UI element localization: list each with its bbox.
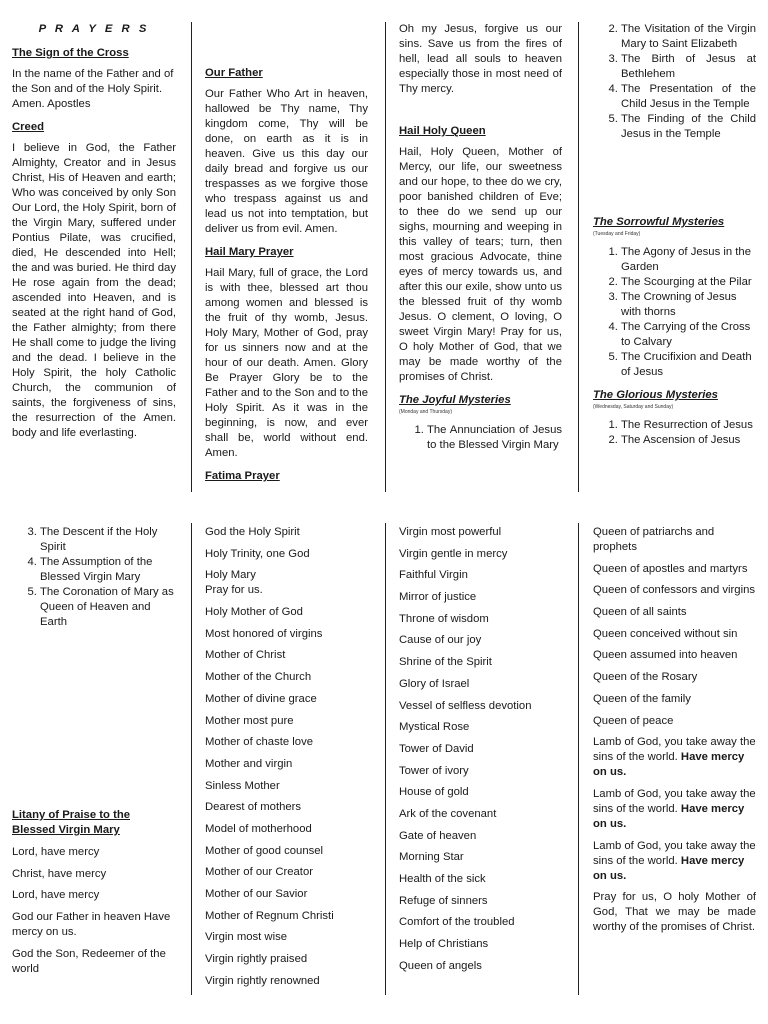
joyful-mysteries-list	[399, 423, 562, 453]
litany-line: Shrine of the Spirit	[399, 656, 492, 669]
litany-line: Mother of Regnum Christi	[205, 909, 334, 922]
lamb-of-god	[593, 839, 756, 884]
column-divider	[385, 523, 386, 995]
joyful-mysteries-heading: The Joyful Mysteries	[399, 394, 511, 406]
litany-line: Lord, have mercy	[12, 889, 100, 902]
litany-line: God our Father in heaven Have mercy on us.	[12, 911, 171, 939]
litany-line: Queen of apostles and martyrs	[593, 562, 748, 575]
litany-line: Queen of peace	[593, 714, 674, 727]
hail-mary-heading: Hail Mary Prayer	[205, 246, 294, 258]
litany-line: Queen of the Rosary	[593, 671, 698, 684]
litany-line: God the Holy Spirit	[205, 526, 300, 538]
sign-of-cross-heading: The Sign of the Cross	[12, 47, 129, 59]
column-4-top	[593, 22, 756, 448]
closing-prayer: Pray for us, O holy Mother of God, That we may be made worthy of the promises of Christ.	[593, 891, 756, 934]
lamb-of-god-response: Have mercy on us.	[593, 854, 745, 882]
our-father-heading: Our Father	[205, 67, 263, 79]
litany-line: Holy Trinity, one God	[205, 547, 310, 560]
litany-line: Help of Christians	[399, 938, 489, 951]
column-1-bottom	[12, 525, 176, 983]
litany-line: Queen of angels	[399, 959, 482, 972]
litany-line: Morning Star	[399, 851, 464, 864]
column-4-bottom	[593, 525, 756, 942]
joyful-mysteries-list-cont	[593, 22, 756, 142]
creed-text: I believe in God, the Father Almighty, Creator and in Jesus Christ, His of Heaven and earth; Who was conceived by only Son Our Lord, the Holy Spirit, born of the Virgin Mary, suffered under Pontius Pilate, was crucified, died, He descended into Hell; the and was buried. He third day He rose again from the dead; ascended into Heaven, and is seated at the right hand of God, the Father almighty; from there He shall come to judge the living and the dead. I believe in the Holy Spirit, the holy Catholic Church, the communion of saints, the forgiveness of sins, the resurrection of the Amen. body and life everlasting.	[12, 142, 176, 439]
column-divider	[385, 22, 386, 492]
litany-line: Model of motherhood	[205, 822, 312, 835]
litany-line: Throne of wisdom	[399, 612, 489, 625]
list-item: 2. The Ascension of Jesus	[621, 433, 756, 448]
our-father-text: Our Father Who Art in heaven, hallowed be Thy name, Thy kingdom come, Thy will be done, on earth as it is in heaven. Give us this day our daily bread and forgive us our trespasses as we forgive those who trespass against us and lead us not into temptation, but deliver us from evil. Amen.	[205, 88, 368, 235]
litany-line: Christ, have mercy	[12, 867, 107, 880]
page-title: P R A Y E R S	[38, 23, 150, 35]
litany-line: Queen assumed into heaven	[593, 649, 738, 662]
column-divider	[191, 22, 192, 492]
sorrowful-mysteries-list	[593, 245, 756, 380]
litany-line: Mirror of justice	[399, 591, 477, 604]
lamb-of-god-text: Lamb of God, you take away the sins of the world.	[593, 787, 756, 815]
sorrowful-mysteries-days: (Tuesday and Friday)	[593, 231, 641, 237]
litany-heading: Litany of Praise to the Blessed Virgin Mary	[12, 809, 131, 836]
litany-line: Mother of Christ	[205, 649, 286, 662]
list-item: 3. The Crowning of Jesus with thorns	[621, 290, 756, 320]
litany-line: Tower of ivory	[399, 764, 469, 777]
litany-line: Virgin gentle in mercy	[399, 547, 508, 560]
litany-line: House of gold	[399, 786, 469, 799]
lamb-of-god-text: Lamb of God, you take away the sins of the world.	[593, 839, 756, 867]
hail-mary-text: Hail Mary, full of grace, the Lord is with thee, blessed art thou among women and blessed is the fruit of thy womb, Jesus. Holy Mary, Mother of God, pray for us sinners now and at the hour of our death. Amen. Glory Be Prayer Glory be to the Father and to the Son and to the Holy Spirit. As it was in the beginning, is now, and ever shall be, world without end. Amen.	[205, 267, 368, 459]
column-2-top	[205, 66, 368, 490]
litany-line: Mother of chaste love	[205, 736, 314, 749]
sorrowful-mysteries-heading: The Sorrowful Mysteries	[593, 216, 725, 228]
litany-line: Mother most pure	[205, 714, 294, 727]
fatima-heading: Fatima Prayer	[205, 470, 280, 482]
litany-line: Queen of patriarchs and prophets	[593, 526, 715, 553]
list-item: 5. The Coronation of Mary as Queen of Heaven and Earth	[40, 585, 176, 630]
sign-of-cross-text: In the name of the Father and of the Son and of the Holy Spirit. Amen. Apostles	[12, 68, 174, 110]
litany-line: Virgin rightly renowned	[205, 974, 320, 987]
litany-line: God the Son, Redeemer of the world	[12, 947, 166, 975]
litany-line: Vessel of selfless devotion	[399, 699, 532, 712]
litany-line: Cause of our joy	[399, 634, 482, 647]
lamb-of-god-response: Have mercy on us.	[593, 751, 745, 779]
lamb-of-god	[593, 735, 756, 780]
litany-line: Virgin most powerful	[399, 526, 502, 538]
litany-line: Mother and virgin	[205, 757, 293, 770]
litany-response: Pray for us.	[205, 584, 263, 597]
lamb-of-god-response: Have mercy on us.	[593, 802, 745, 830]
list-item: 4. The Assumption of the Blessed Virgin Mary	[40, 555, 176, 585]
litany-line: Sinless Mother	[205, 779, 280, 792]
litany-line: Faithful Virgin	[399, 569, 468, 582]
column-divider	[191, 523, 192, 995]
column-divider	[578, 523, 579, 995]
glorious-mysteries-days: (Wednesday, Saturday and Sunday)	[593, 404, 674, 410]
list-item: 1. The Annunciation of Jesus to the Blessed Virgin Mary	[427, 423, 562, 453]
list-item: 2. The Visitation of the Virgin Mary to Saint Elizabeth	[621, 22, 756, 52]
list-item: 1. The Resurrection of Jesus	[621, 418, 756, 433]
litany-line: Mother of our Creator	[205, 866, 313, 879]
glorious-mysteries-heading: The Glorious Mysteries	[593, 389, 718, 401]
litany-line: Mother of our Savior	[205, 888, 308, 900]
list-item: 5. The Finding of the Child Jesus in the Temple	[621, 112, 756, 142]
fatima-text: Oh my Jesus, forgive us our sins. Save us from the fires of hell, lead all souls to heaven especially those in most need of Thy mercy.	[399, 23, 562, 95]
litany-line: Health of the sick	[399, 873, 486, 885]
litany-line: Virgin most wise	[205, 931, 288, 944]
litany-line: Refuge of sinners	[399, 894, 488, 907]
column-2-bottom	[205, 525, 370, 995]
litany-line: Dearest of mothers	[205, 801, 302, 814]
column-3-top	[399, 22, 562, 453]
list-item: 4. The Carrying of the Cross to Calvary	[621, 320, 756, 350]
litany-line: Comfort of the troubled	[399, 916, 515, 929]
litany-line: Lord, have mercy	[12, 846, 100, 858]
litany-line: Virgin rightly praised	[205, 953, 308, 966]
list-item: 4. The Presentation of the Child Jesus in the Temple	[621, 82, 756, 112]
column-divider	[578, 22, 579, 492]
litany-line: Mystical Rose	[399, 721, 470, 734]
list-item: 5. The Crucifixion and Death of Jesus	[621, 350, 756, 380]
litany-line: Holy Mother of God	[205, 606, 303, 619]
lamb-of-god-text: Lamb of God, you take away the sins of the world.	[593, 736, 756, 764]
litany-line: Queen of the family	[593, 692, 691, 705]
list-item: 3. The Descent if the Holy Spirit	[40, 525, 176, 555]
litany-line: Most honored of virgins	[205, 627, 323, 640]
litany-line: Queen of confessors and virgins	[593, 584, 756, 597]
litany-line: Queen of all saints	[593, 606, 687, 619]
litany-line: Ark of the covenant	[399, 807, 497, 820]
litany-line: Tower of David	[399, 742, 474, 755]
litany-holy-mary	[205, 568, 370, 598]
list-item: 1. The Agony of Jesus in the Garden	[621, 245, 756, 275]
list-item: 3. The Birth of Jesus at Bethlehem	[621, 52, 756, 82]
litany-line: Gate of heaven	[399, 829, 477, 842]
column-1-top	[12, 22, 176, 449]
litany-line: Glory of Israel	[399, 677, 470, 690]
glorious-mysteries-list-cont	[12, 525, 176, 630]
litany-line: Holy Mary	[205, 569, 256, 582]
creed-heading: Creed	[12, 121, 45, 133]
litany-line: Mother of good counsel	[205, 844, 324, 857]
column-3-bottom	[399, 525, 564, 980]
litany-col1	[12, 845, 176, 977]
glorious-mysteries-list	[593, 418, 756, 448]
litany-line: Mother of the Church	[205, 671, 312, 684]
hail-holy-queen-text: Hail, Holy Queen, Mother of Mercy, our life, our sweetness and our hope, to thee do we cry, poor banished children of Eve; to thee do we send up our sighs, mourning and weeping in this valley of tears; turn, then most gracious Advocate, thine eyes of mercy towards us, and after this our exile, show unto us the blessed fruit of thy womb Jesus. O clement, O loving, O sweet Virgin Mary! Pray for us, O holy Mother of God, that we may be made worthy of the promises of Christ.	[399, 146, 562, 383]
joyful-mysteries-days: (Monday and Thursday)	[399, 409, 452, 415]
list-item: 2. The Scourging at the Pilar	[621, 275, 756, 290]
litany-line: Mother of divine grace	[205, 692, 317, 705]
lamb-of-god	[593, 787, 756, 832]
litany-line: Queen conceived without sin	[593, 627, 738, 640]
hail-holy-queen-heading: Hail Holy Queen	[399, 125, 486, 137]
